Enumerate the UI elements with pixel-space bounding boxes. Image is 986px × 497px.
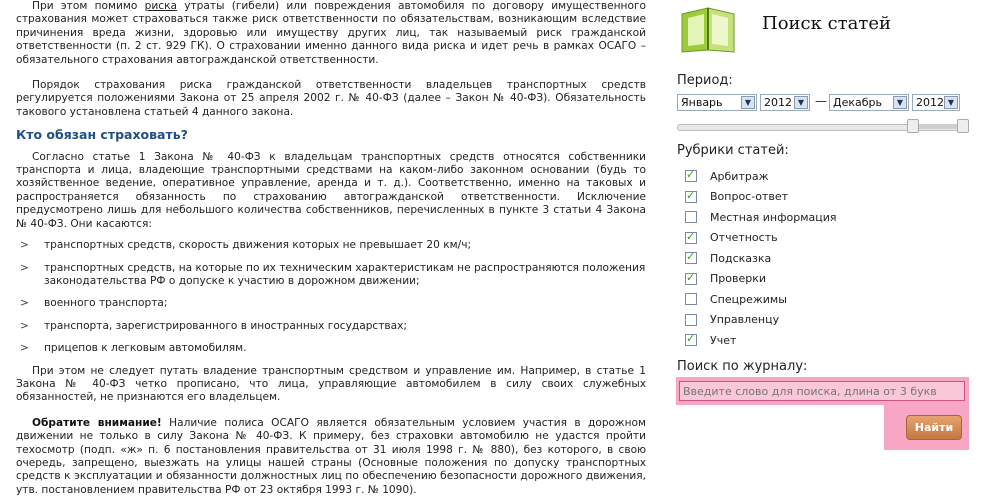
category-label: Управленцу — [710, 313, 780, 327]
attention-label: Обратите внимание! — [32, 416, 162, 429]
categories-list — [685, 166, 837, 351]
category-item[interactable] — [685, 289, 837, 310]
category-label: Отчетность — [710, 231, 778, 245]
sidebar-title: Поиск статей — [762, 13, 891, 34]
risk-link[interactable]: риска — [144, 0, 177, 12]
period-dash: — — [815, 94, 827, 108]
exemptions-list — [16, 239, 646, 355]
category-item[interactable] — [685, 248, 837, 269]
to-month-select[interactable] — [829, 94, 909, 111]
search-field-wrap — [676, 377, 969, 405]
list-item: > прицепов к легковым автомобилям. — [44, 342, 646, 355]
list-item: > транспортных средств, скорость движения которых не превышает 20 км/ч; — [44, 239, 646, 252]
text: Наличие полиса ОСАГО является обязательным условием участия в дорожном движении не только в силу Закона № 40-ФЗ. К примеру, без страховки автомобилю не удастся пройти техосмотр (подп. «ж» п. 6 постановления правительства от 31 июля 1998 г. № 880), без которого, в свою очередь, запрещено, выезжать на улицы нашей страны (Основные положения по допуску транспортных средств к эксплуатации и обязанности должностных лиц по обеспечению безопасности дорожного движения, утв. постановлением правительства РФ от 23 октября 1993 г. № 1090). — [16, 416, 646, 496]
category-item[interactable] — [685, 269, 837, 290]
period-label: Период: — [677, 73, 733, 88]
categories-label: Рубрики статей: — [677, 143, 789, 158]
checkbox[interactable] — [685, 273, 697, 285]
paragraph-3: Согласно статье 1 Закона № 40-ФЗ к владельцам транспортных средств относятся собственники транспорта и лица, владеющие транспортными средствами на каком-либо законном основании (будь то хозяйственное ведение, оперативное управление, аренда и т. д.). Соответственно, именно на таковых и распространяется обязанность по страхованию автогражданской ответственности. Исключение предусмотрено лишь для небольшого количества собственников, перечисленных в пункте 3 статьи 4 Закона № 40-ФЗ. Они касаются: — [16, 150, 646, 230]
paragraph-4: При этом не следует путать владение транспортным средством и управление им. Например, в статье 1 Закона № 40-ФЗ четко прописано, что лица, управляющие автомобилем в силу своих служебных обязанностей, не признаются его владельцем. — [16, 364, 646, 404]
category-label: Проверки — [710, 272, 767, 286]
text: утраты (гибели) или повреждения автомобиля по договору имущественного страхования может страховаться также риск ответственности по обязательствам, возникающим вследствие причинения вреда жизни, здоровью или имуществу других лиц, так называемый риск гражданской ответственности (п. 2 ст. 929 ГК). О страховании именно данного вида риска и идет речь в рамках ОСАГО – обязательного страхования автогражданской ответственности. — [16, 0, 646, 66]
section-heading: Кто обязан страховать? — [16, 127, 188, 143]
list-item: > транспорта, зарегистрированного в иностранных государствах; — [44, 320, 646, 333]
select-value: Декабрь — [833, 96, 882, 109]
from-month-select[interactable] — [677, 94, 757, 111]
slider-handle-end[interactable] — [957, 119, 969, 133]
slider-range — [913, 124, 959, 129]
chevron-down-icon: ▼ — [741, 96, 755, 109]
category-label: Учет — [710, 333, 737, 347]
list-item: > военного транспорта; — [44, 297, 646, 310]
category-label: Местная информация — [710, 210, 837, 224]
category-item[interactable] — [685, 330, 837, 351]
category-item[interactable] — [685, 207, 837, 228]
checkbox[interactable] — [685, 191, 697, 203]
search-label: Поиск по журналу: — [677, 359, 808, 374]
paragraph-2: Порядок страхования риска гражданской ответственности владельцев транспортных средств регулируется положениями Закона от 25 апреля 2002 г. № 40-ФЗ (далее – Закон № 40-ФЗ). Обязательность такового установлена статьей 4 данного закона. — [16, 79, 646, 118]
text: При этом помимо — [32, 0, 145, 12]
checkbox[interactable] — [685, 170, 697, 182]
checkbox[interactable] — [685, 232, 697, 244]
checkbox[interactable] — [685, 334, 697, 346]
select-value: 2012 — [764, 96, 792, 109]
from-year-select[interactable] — [760, 94, 810, 111]
category-label: Спецрежимы — [710, 292, 787, 306]
category-item[interactable] — [685, 310, 837, 331]
chevron-down-icon: ▼ — [944, 96, 958, 109]
category-item[interactable] — [685, 166, 837, 187]
to-year-select[interactable] — [912, 94, 960, 111]
category-label: Подсказка — [710, 251, 772, 265]
search-button[interactable]: Найти — [906, 415, 962, 440]
category-item[interactable] — [685, 228, 837, 249]
slider-handle-start[interactable] — [907, 119, 919, 133]
select-value: Январь — [681, 96, 723, 109]
list-item: > транспортных средств, на которые по их техническим характеристикам не распространяются положения законодательства РФ о допуске к участию в дорожном движении; — [44, 262, 646, 289]
article-body — [16, 0, 646, 497]
category-label: Вопрос-ответ — [710, 190, 788, 204]
paragraph-1 — [16, 0, 646, 67]
search-button-wrap — [884, 405, 969, 450]
checkbox[interactable] — [685, 211, 697, 223]
checkbox[interactable] — [685, 252, 697, 264]
paragraph-5 — [16, 417, 646, 497]
period-slider[interactable] — [677, 119, 969, 133]
select-value: 2012 — [916, 96, 944, 109]
checkbox[interactable] — [685, 293, 697, 305]
category-label: Арбитраж — [710, 169, 769, 183]
checkbox[interactable] — [685, 314, 697, 326]
chevron-down-icon: ▼ — [893, 96, 907, 109]
chevron-down-icon: ▼ — [794, 96, 808, 109]
book-logo-icon — [678, 4, 748, 54]
search-input[interactable] — [679, 381, 965, 401]
category-item[interactable] — [685, 187, 837, 208]
